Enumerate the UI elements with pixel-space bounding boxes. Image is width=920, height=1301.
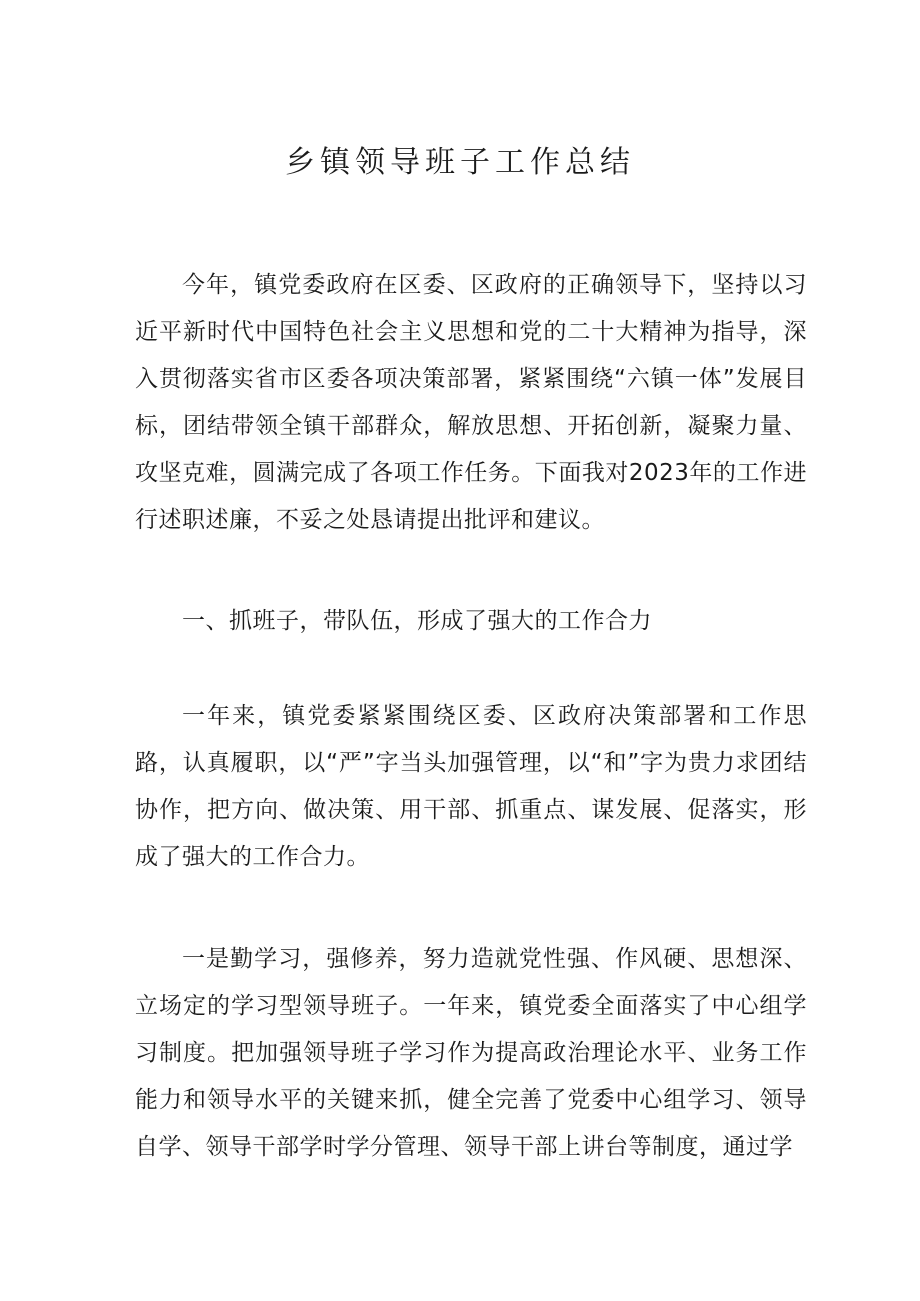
paragraph-intro: 今年，镇党委政府在区委、区政府的正确领导下，坚持以习近平新时代中国特色社会主义思想和党的二十大精神为指导，深入贯彻落实省市区委各项决策部署，紧紧围绕“六镇一体”发展目标，团结带领全镇干部群众，解放思想、开拓创新，凝聚力量、攻坚克难，圆满完成了各项工作任务。下面我对2023年的工作进行述职述廉，不妥之处恳请提出批评和建议。 — [135, 272, 807, 533]
paragraph-team-work: 一年来，镇党委紧紧围绕区委、区政府决策部署和工作思路，认真履职，以“严”字当头加强管理，以“和”字为贵力求团结协作，把方向、做决策、用干部、抓重点、谋发展、促落实，形成了强大的工作合力。 — [135, 703, 807, 870]
document-title: 乡镇领导班子工作总结 — [285, 145, 635, 180]
section-heading-1: 一、抓班子，带队伍，形成了强大的工作合力 — [182, 608, 652, 634]
paragraph-study: 一是勤学习，强修养，努力造就党性强、作风硬、思想深、立场定的学习型领导班子。一年来，镇党委全面落实了中心组学习制度。把加强领导班子学习作为提高政治理论水平、业务工作能力和领导水平的关键来抓，健全完善了党委中心组学习、领导自学、领导干部学时学分管理、领导干部上讲台等制度，通过学 — [135, 946, 807, 1160]
